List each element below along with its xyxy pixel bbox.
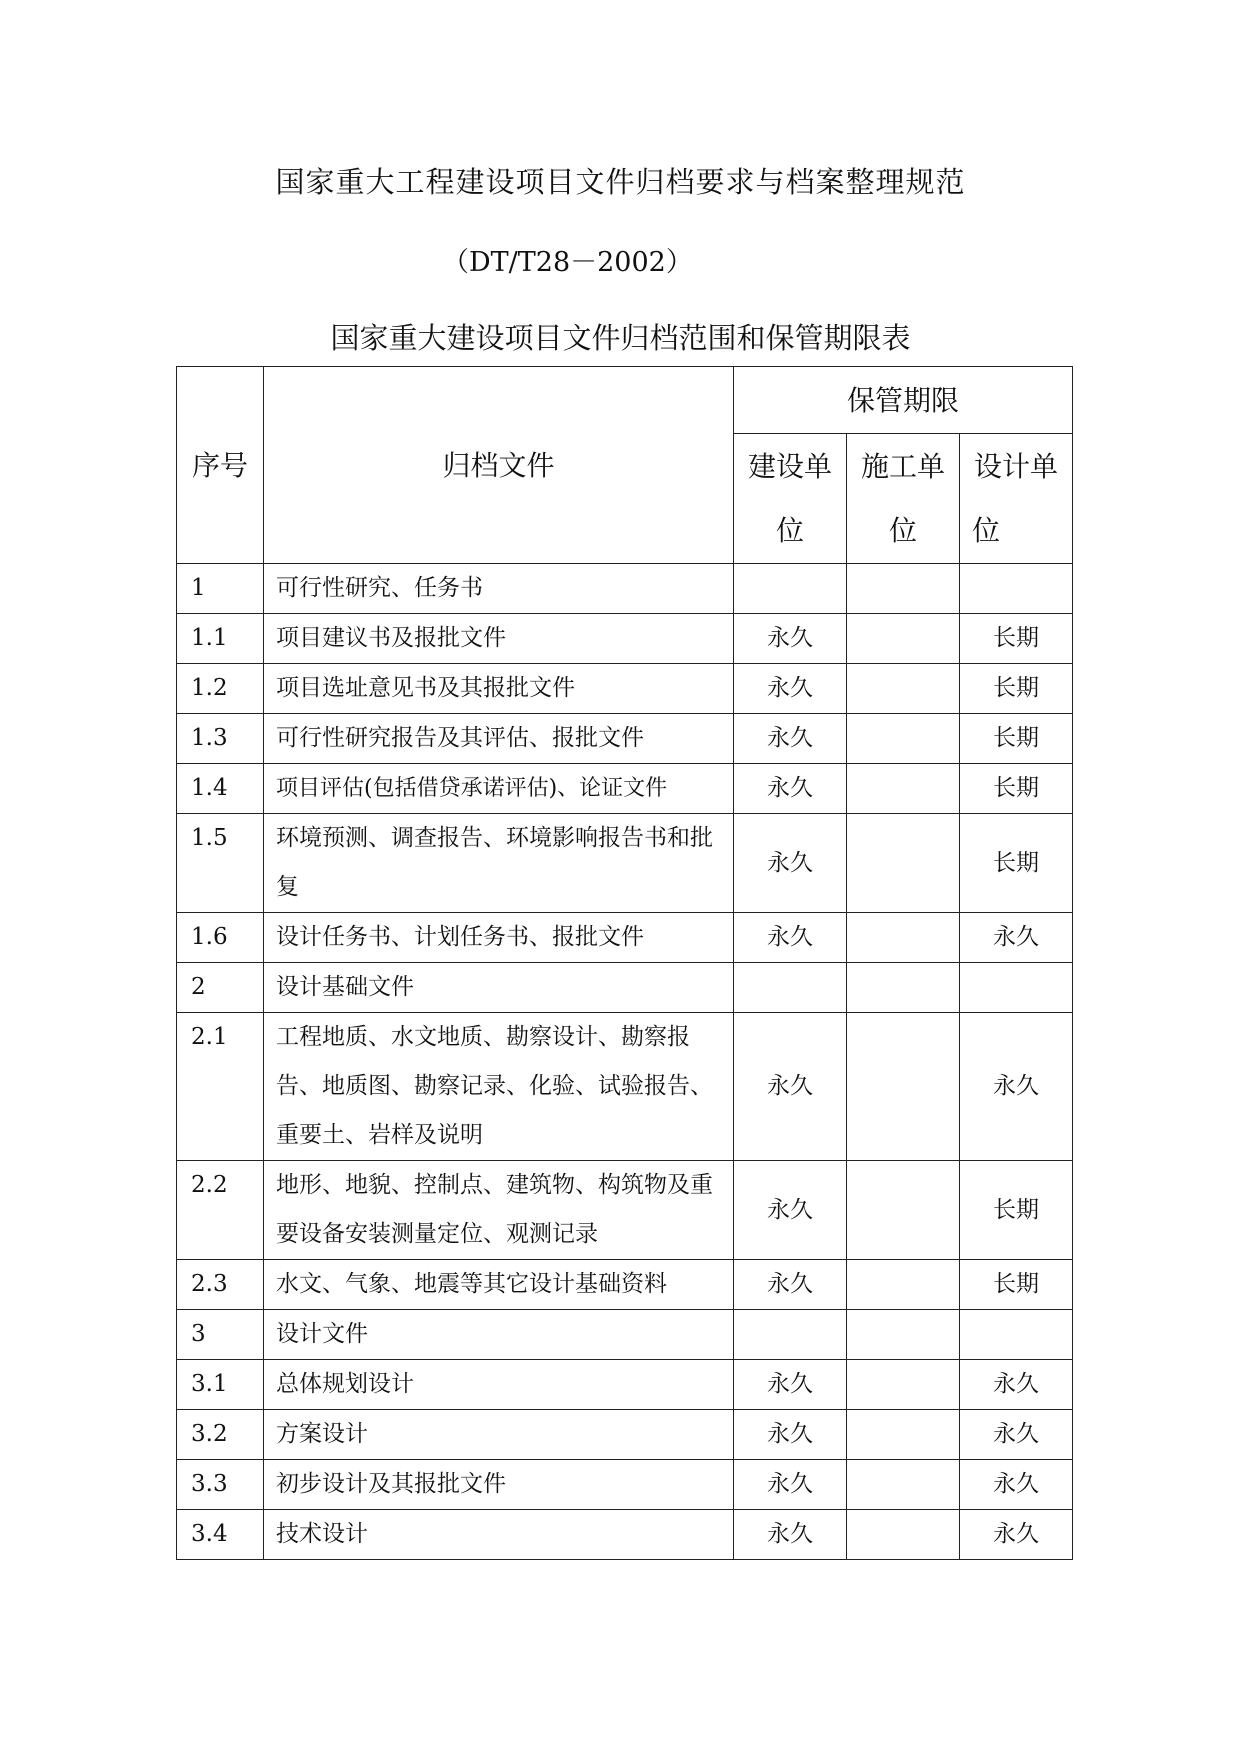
construction-unit-cell: 永久 xyxy=(734,1260,847,1310)
table-title: 国家重大建设项目文件归档范围和保管期限表 xyxy=(330,321,911,355)
design-unit-cell xyxy=(960,963,1073,1013)
contractor-cell xyxy=(847,714,960,764)
table-row xyxy=(177,913,1073,963)
construction-unit-cell: 永久 xyxy=(734,1410,847,1460)
header-design-unit-line2: 位 xyxy=(972,513,1001,547)
construction-unit-cell xyxy=(734,1310,847,1360)
table-row xyxy=(177,1410,1073,1460)
contractor-cell xyxy=(847,564,960,614)
header-construction-unit xyxy=(734,434,847,564)
design-unit-cell: 永久 xyxy=(960,1360,1073,1410)
design-unit-cell: 永久 xyxy=(960,1013,1073,1161)
serial-cell: 2.1 xyxy=(177,1013,264,1161)
contractor-cell xyxy=(847,1161,960,1260)
construction-unit-cell xyxy=(734,963,847,1013)
document-cell: 总体规划设计 xyxy=(264,1360,734,1410)
design-unit-cell: 永久 xyxy=(960,1410,1073,1460)
serial-cell: 1.4 xyxy=(177,764,264,814)
construction-unit-cell: 永久 xyxy=(734,1161,847,1260)
serial-cell: 1 xyxy=(177,564,264,614)
construction-unit-cell: 永久 xyxy=(734,614,847,664)
design-unit-cell: 永久 xyxy=(960,1510,1073,1560)
design-unit-cell: 永久 xyxy=(960,913,1073,963)
header-retention: 保管期限 xyxy=(734,367,1073,434)
document-cell: 项目评估(包括借贷承诺评估)、论证文件 xyxy=(264,764,734,814)
construction-unit-cell: 永久 xyxy=(734,1360,847,1410)
header-construction-unit-line1: 建设单 xyxy=(747,449,832,483)
contractor-cell xyxy=(847,764,960,814)
design-unit-cell: 长期 xyxy=(960,1161,1073,1260)
design-unit-cell xyxy=(960,1310,1073,1360)
document-title: 国家重大工程建设项目文件归档要求与档案整理规范 xyxy=(275,165,966,199)
design-unit-cell: 长期 xyxy=(960,764,1073,814)
table-row xyxy=(177,714,1073,764)
table-row xyxy=(177,1260,1073,1310)
retention-table xyxy=(176,366,1073,1560)
serial-cell: 3.4 xyxy=(177,1510,264,1560)
contractor-cell xyxy=(847,1260,960,1310)
document-cell: 项目建议书及报批文件 xyxy=(264,614,734,664)
design-unit-cell: 长期 xyxy=(960,1260,1073,1310)
document-cell: 方案设计 xyxy=(264,1410,734,1460)
table-row xyxy=(177,664,1073,714)
table-row xyxy=(177,614,1073,664)
table-row xyxy=(177,963,1073,1013)
document-cell: 初步设计及其报批文件 xyxy=(264,1460,734,1510)
contractor-cell xyxy=(847,664,960,714)
serial-cell: 1.5 xyxy=(177,814,264,913)
contractor-cell xyxy=(847,1013,960,1161)
table-row xyxy=(177,1310,1073,1360)
table-row xyxy=(177,1360,1073,1410)
header-contractor-line1: 施工单 xyxy=(860,449,945,483)
header-contractor xyxy=(847,434,960,564)
serial-cell: 3.3 xyxy=(177,1460,264,1510)
contractor-cell xyxy=(847,913,960,963)
contractor-cell xyxy=(847,1410,960,1460)
document-cell: 地形、地貌、控制点、建筑物、构筑物及重要设备安装测量定位、观测记录 xyxy=(264,1161,734,1260)
contractor-cell xyxy=(847,1460,960,1510)
construction-unit-cell xyxy=(734,564,847,614)
serial-cell: 1.3 xyxy=(177,714,264,764)
construction-unit-cell: 永久 xyxy=(734,664,847,714)
standard-code: （DT/T28－2002） xyxy=(442,247,693,278)
construction-unit-cell: 永久 xyxy=(734,814,847,913)
table-row xyxy=(177,1460,1073,1510)
contractor-cell xyxy=(847,614,960,664)
document-cell: 水文、气象、地震等其它设计基础资料 xyxy=(264,1260,734,1310)
serial-cell: 3.2 xyxy=(177,1410,264,1460)
table-row xyxy=(177,564,1073,614)
document-cell: 设计基础文件 xyxy=(264,963,734,1013)
table-row xyxy=(177,1161,1073,1260)
table-row xyxy=(177,1510,1073,1560)
design-unit-cell: 永久 xyxy=(960,1460,1073,1510)
table-row xyxy=(177,1013,1073,1161)
construction-unit-cell: 永久 xyxy=(734,913,847,963)
construction-unit-cell: 永久 xyxy=(734,1460,847,1510)
design-unit-cell: 长期 xyxy=(960,814,1073,913)
design-unit-cell: 长期 xyxy=(960,664,1073,714)
document-cell: 工程地质、水文地质、勘察设计、勘察报告、地质图、勘察记录、化验、试验报告、重要土、岩样及说明 xyxy=(264,1013,734,1161)
document-cell: 可行性研究报告及其评估、报批文件 xyxy=(264,714,734,764)
contractor-cell xyxy=(847,963,960,1013)
document-cell: 设计任务书、计划任务书、报批文件 xyxy=(264,913,734,963)
document-cell: 环境预测、调查报告、环境影响报告书和批复 xyxy=(264,814,734,913)
contractor-cell xyxy=(847,1510,960,1560)
design-unit-cell xyxy=(960,564,1073,614)
table-row xyxy=(177,814,1073,913)
table-row xyxy=(177,764,1073,814)
construction-unit-cell: 永久 xyxy=(734,714,847,764)
contractor-cell xyxy=(847,1360,960,1410)
serial-cell: 3.1 xyxy=(177,1360,264,1410)
serial-cell: 2 xyxy=(177,963,264,1013)
header-construction-unit-line2: 位 xyxy=(775,513,804,547)
contractor-cell xyxy=(847,1310,960,1360)
header-serial: 序号 xyxy=(177,367,264,564)
document-cell: 可行性研究、任务书 xyxy=(264,564,734,614)
serial-cell: 1.6 xyxy=(177,913,264,963)
header-design-unit xyxy=(960,434,1073,564)
construction-unit-cell: 永久 xyxy=(734,1013,847,1161)
header-contractor-line2: 位 xyxy=(888,513,917,547)
serial-cell: 1.2 xyxy=(177,664,264,714)
construction-unit-cell: 永久 xyxy=(734,764,847,814)
design-unit-cell: 长期 xyxy=(960,614,1073,664)
document-cell: 项目选址意见书及其报批文件 xyxy=(264,664,734,714)
serial-cell: 2.3 xyxy=(177,1260,264,1310)
contractor-cell xyxy=(847,814,960,913)
header-design-unit-line1: 设计单 xyxy=(973,449,1058,483)
serial-cell: 3 xyxy=(177,1310,264,1360)
serial-cell: 2.2 xyxy=(177,1161,264,1260)
header-document: 归档文件 xyxy=(264,367,734,564)
document-cell: 设计文件 xyxy=(264,1310,734,1360)
serial-cell: 1.1 xyxy=(177,614,264,664)
design-unit-cell: 长期 xyxy=(960,714,1073,764)
construction-unit-cell: 永久 xyxy=(734,1510,847,1560)
document-cell: 技术设计 xyxy=(264,1510,734,1560)
